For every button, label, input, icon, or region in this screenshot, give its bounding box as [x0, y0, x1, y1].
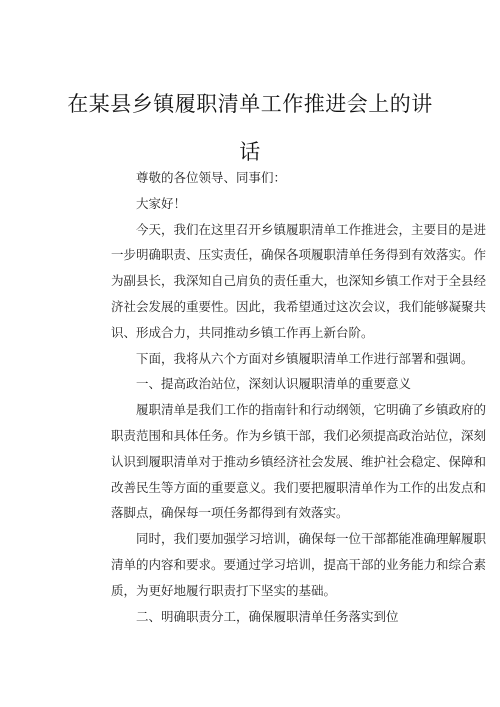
- text-line: 今天，我们在这里召开乡镇履职清单工作推进会，主要目的是进: [136, 221, 487, 237]
- text-line: 一步明确职责、压实责任，确保各项履职清单任务得到有效落实。作: [111, 247, 487, 263]
- text-line: 落脚点，确保每一项任务都得到有效落实。: [111, 505, 349, 521]
- document-title-line2: 话: [239, 140, 261, 164]
- text-line: 同时，我们要加强学习培训，确保每一位干部都能准确理解履职: [136, 531, 487, 547]
- text-line: 济社会发展的重要性。因此，我希望通过这次会议，我们能够凝聚共: [111, 298, 487, 314]
- document-title-line1: 在某县乡镇履职清单工作推进会上的讲: [67, 92, 433, 116]
- text-line: 履职清单是我们工作的指南针和行动纲领，它明确了乡镇政府的: [136, 402, 487, 418]
- section1-paragraph2: [86, 526, 487, 603]
- outline-paragraph: [86, 346, 474, 372]
- intro-paragraph: [86, 217, 487, 346]
- text-line: 一、提高政治站位，深刻认识履职清单的重要意义: [136, 376, 412, 392]
- section1-paragraph1: [86, 397, 487, 526]
- text-line: 质，为更好地履行职责打下坚实的基础。: [111, 582, 337, 598]
- section-heading-1: [86, 371, 436, 397]
- text-line: 尊敬的各位领导、同事们：: [136, 170, 287, 185]
- text-line: 认识到履职清单对于推动乡镇经济社会发展、维护社会稳定、保障和: [111, 453, 487, 469]
- text-line: 职责范围和具体任务。作为乡镇干部，我们必须提高政治站位，深刻: [111, 427, 487, 443]
- text-line: 下面，我将从六个方面对乡镇履职清单工作进行部署和强调。: [136, 350, 474, 366]
- text-line: 为副县长，我深知自己肩负的责任重大，也深知乡镇工作对于全县经: [111, 273, 487, 289]
- section-heading-2: [86, 604, 436, 630]
- text-line: 大家好！: [136, 195, 187, 211]
- greeting-paragraph: [86, 191, 436, 217]
- text-line: 清单的内容和要求。要通过学习培训，提高干部的业务能力和综合素: [111, 556, 487, 572]
- text-line: 识、形成合力，共同推动乡镇工作再上新台阶。: [111, 324, 374, 340]
- text-line: 改善民生等方面的重要意义。我们要把履职清单作为工作的出发点和: [111, 479, 487, 495]
- document-body: [86, 165, 487, 629]
- salutation-paragraph: [86, 165, 436, 191]
- text-line: 二、明确职责分工，确保履职清单任务落实到位: [136, 608, 399, 624]
